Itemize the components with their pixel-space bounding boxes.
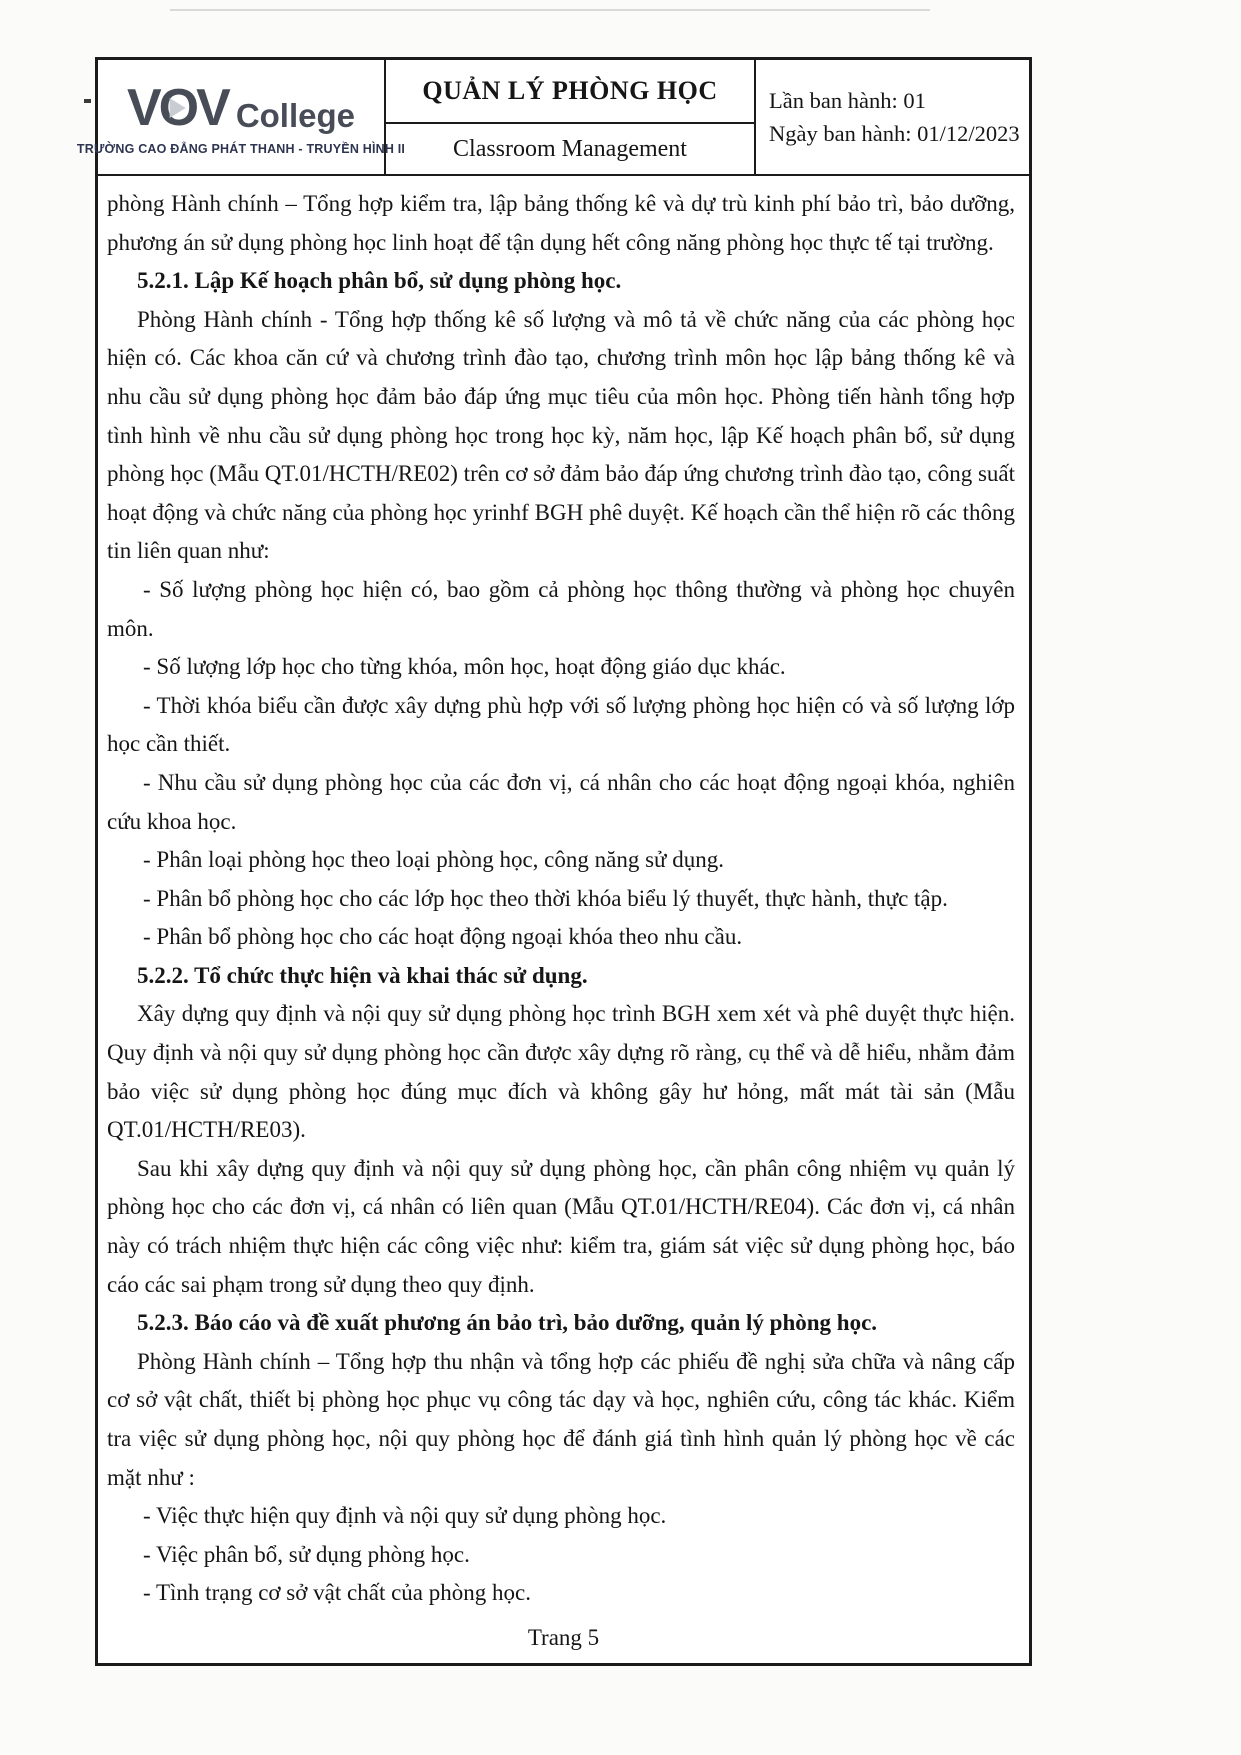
heading-5-2-3: 5.2.3. Báo cáo và đề xuất phương án bảo trì, bảo dưỡng, quản lý phòng học.: [137, 1310, 878, 1336]
list-item: - Phân bổ phòng học cho các hoạt động ngoại khóa theo nhu cầu.: [143, 924, 743, 950]
heading-5-2-1: 5.2.1. Lập Kế hoạch phân bổ, sử dụng phòng học.: [137, 268, 622, 294]
list-item: - Số lượng phòng học hiện có, bao gồm cả phòng học thông thường và phòng học chuyên môn.: [107, 576, 1015, 641]
play-icon: [170, 98, 186, 118]
logo-subtitle: TRƯỜNG CAO ĐẲNG PHÁT THANH - TRUYỀN HÌNH II: [76, 142, 406, 156]
document-body: [98, 176, 1029, 1613]
paragraph-5-2-2-b: Sau khi xây dựng quy định và nội quy sử dụng phòng học, cần phân công nhiệm vụ quản lý phòng học cho các đơn vị, cá nhân có liên quan (Mẫu QT.01/HCTH/RE04). Các đơn vị, cá nhân này có trách nhiệm thực hiện các công việc như: kiểm tra, giám sát việc sử dụng phòng học, báo cáo các sai phạm trong sử dụng theo quy định.: [107, 1155, 1015, 1297]
paragraph-5-2-1: Phòng Hành chính - Tổng hợp thống kê số lượng và mô tả về chức năng của các phòng học hiện có. Các khoa căn cứ và chương trình đào tạo, chương trình môn học lập bảng thống kê và nhu cầu sử dụng phòng học đảm bảo đáp ứng mục tiêu của môn học. Phòng tiến hành tổng hợp tình hình về nhu cầu sử dụng phòng học trong học kỳ, năm học, lập Kế hoạch phân bổ, sử dụng phòng học (Mẫu QT.01/HCTH/RE02) trên cơ sở đảm bảo đáp ứng chương trình đào tạo, công suất hoạt động và chức năng của phòng học yrinhf BGH phê duyệt. Kế hoạch cần thể hiện rõ các thông tin liên quan như:: [107, 306, 1015, 564]
list-item: - Việc thực hiện quy định và nội quy sử dụng phòng học.: [143, 1503, 667, 1529]
scan-artifact-tick: [84, 99, 91, 103]
paragraph-5-2-2-a: Xây dựng quy định và nội quy sử dụng phòng học trình BGH xem xét và phê duyệt thực hiện. Quy định và nội quy sử dụng phòng học cần được xây dựng rõ ràng, cụ thể và dễ hiểu, nhằm đảm bảo việc sử dụng phòng học đúng mục đích và không gây hư hỏng, mất mát tài sản (Mẫu QT.01/HCTH/RE03).: [107, 1001, 1015, 1143]
vov-college-logo: [126, 79, 356, 137]
page-number: Trang 5: [527, 1625, 600, 1650]
document-header: [76, 60, 1029, 176]
document-frame: [76, 57, 1032, 1666]
paragraph-5-2-3: Phòng Hành chính – Tổng hợp thu nhận và tổng hợp các phiếu đề nghị sửa chữa và nâng cấp cơ sở vật chất, thiết bị phòng học phục vụ công tác dạy và học, nghiên cứu, công tác khác. Kiểm tra việc sử dụng phòng học, nội quy phòng học để đánh giá tình hình quản lý phòng học về các mặt như :: [107, 1348, 1015, 1490]
vov-logo-text: [126, 79, 228, 137]
document-title-en: Classroom Management: [453, 135, 687, 162]
document-title-vi: QUẢN LÝ PHÒNG HỌC: [386, 60, 754, 124]
list-item: - Phân bổ phòng học cho các lớp học theo thời khóa biểu lý thuyết, thực hành, thực tập.: [143, 885, 948, 911]
title-cell: [386, 60, 756, 174]
issue-info-cell: [756, 60, 1029, 174]
list-item: - Nhu cầu sử dụng phòng học của các đơn vị, cá nhân cho các hoạt động ngoại khóa, nghiên cứu khoa học.: [107, 769, 1015, 834]
list-item: - Việc phân bổ, sử dụng phòng học.: [143, 1541, 470, 1567]
logo-cell: [76, 60, 406, 174]
list-item: - Tình trạng cơ sở vật chất của phòng học.: [143, 1580, 531, 1606]
logo-brand-letters: VOV: [126, 79, 228, 137]
list-item: - Số lượng lớp học cho từng khóa, môn học, hoạt động giáo dục khác.: [143, 654, 786, 680]
list-item: - Phân loại phòng học theo loại phòng học, công năng sử dụng.: [143, 847, 724, 873]
logo-college-text: College: [235, 97, 356, 134]
heading-5-2-2: 5.2.2. Tổ chức thực hiện và khai thác sử dụng.: [137, 962, 588, 988]
scan-artifact-line: [170, 9, 930, 11]
paragraph-intro: phòng Hành chính – Tổng hợp kiểm tra, lập bảng thống kê và dự trù kinh phí bảo trì, bảo dưỡng, phương án sử dụng phòng học linh hoạt để tận dụng hết công năng phòng học thực tế tại trường.: [107, 191, 1015, 255]
issue-date: Ngày ban hành: 01/12/2023: [769, 120, 1020, 146]
list-item: - Thời khóa biểu cần được xây dựng phù hợp với số lượng phòng học hiện có và số lượng lớp học cần thiết.: [107, 692, 1015, 757]
issue-number: Lần ban hành: 01: [769, 87, 926, 113]
